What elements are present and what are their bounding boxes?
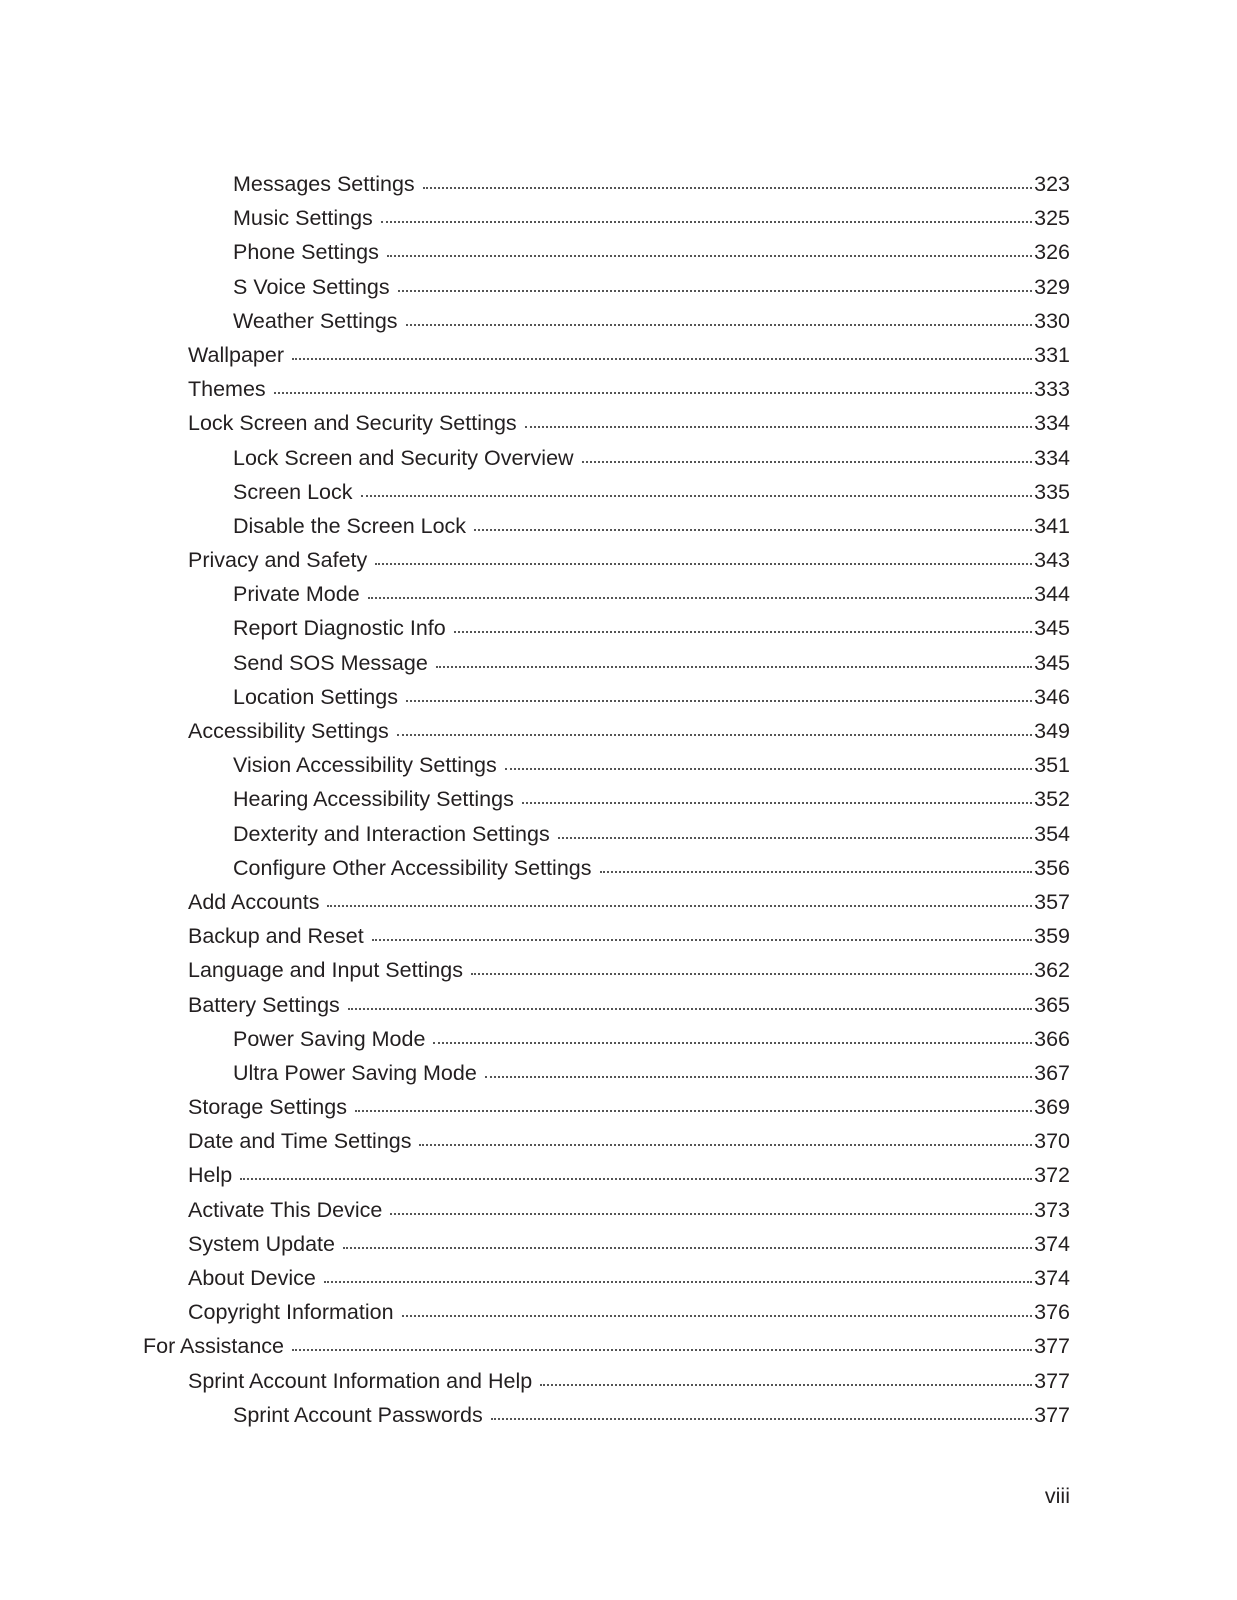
- toc-entry[interactable]: [0, 270, 1070, 304]
- toc-entry[interactable]: [0, 919, 1070, 953]
- toc-entry-title: Ultra Power Saving Mode: [233, 1060, 477, 1085]
- toc-entry-page: 323: [1034, 172, 1070, 196]
- dot-leader: [327, 904, 1032, 907]
- toc-entry-title: Music Settings: [233, 206, 373, 231]
- dot-leader: [361, 494, 1033, 497]
- toc-entry-title: Privacy and Safety: [188, 548, 368, 573]
- toc-entry-page: 345: [1034, 616, 1070, 641]
- dot-leader: [485, 1075, 1032, 1078]
- dot-leader: [292, 357, 1032, 360]
- toc-entry-page: 344: [1034, 582, 1070, 607]
- toc-entry[interactable]: [0, 167, 1070, 201]
- toc-entry[interactable]: [0, 885, 1070, 919]
- toc-entry[interactable]: [0, 1364, 1070, 1398]
- toc-entry-page: 329: [1034, 274, 1070, 299]
- dot-leader: [292, 1348, 1032, 1351]
- toc-entry[interactable]: [0, 1158, 1070, 1192]
- dot-leader: [274, 391, 1032, 394]
- toc-entry-title: Power Saving Mode: [233, 1026, 426, 1051]
- toc-entry-page: 346: [1034, 684, 1070, 709]
- toc-entry[interactable]: [0, 611, 1070, 645]
- toc-entry-title: System Update: [188, 1231, 335, 1256]
- toc-entry-page: 330: [1034, 308, 1070, 333]
- dot-leader: [454, 630, 1032, 633]
- toc-entry[interactable]: [0, 372, 1070, 406]
- dot-leader: [406, 323, 1033, 326]
- toc-entry[interactable]: [0, 1022, 1070, 1056]
- dot-leader: [505, 767, 1032, 770]
- toc-entry[interactable]: [0, 1090, 1070, 1124]
- dot-leader: [471, 972, 1032, 975]
- toc-entry-title: Messages Settings: [233, 172, 415, 196]
- toc-entry[interactable]: [0, 1124, 1070, 1158]
- toc-entry[interactable]: [0, 714, 1070, 748]
- toc-entry[interactable]: [0, 201, 1070, 235]
- toc-entry-page: 377: [1034, 1334, 1070, 1359]
- dot-leader: [491, 1417, 1032, 1420]
- toc-entry[interactable]: [0, 1227, 1070, 1261]
- dot-leader: [474, 528, 1032, 531]
- toc-entry-title: Screen Lock: [233, 479, 353, 504]
- toc-entry[interactable]: [0, 304, 1070, 338]
- toc-entry[interactable]: [0, 1398, 1070, 1432]
- toc-entry-page: 341: [1034, 513, 1070, 538]
- toc-entry-title: Sprint Account Passwords: [233, 1402, 483, 1427]
- toc-entry-title: About Device: [188, 1266, 316, 1290]
- toc-entry-title: Storage Settings: [188, 1095, 347, 1120]
- toc-entry[interactable]: [0, 988, 1070, 1022]
- toc-entry[interactable]: [0, 543, 1070, 577]
- toc-entry-title: Private Mode: [233, 582, 360, 607]
- toc-entry-title: Dexterity and Interaction Settings: [233, 821, 550, 846]
- dot-leader: [355, 1109, 1032, 1112]
- toc-entry-title: Add Accounts: [188, 889, 320, 914]
- toc-entry-page: 370: [1034, 1129, 1070, 1154]
- dot-leader: [582, 460, 1033, 463]
- dot-leader: [406, 699, 1032, 702]
- toc-entry-page: 334: [1034, 445, 1070, 470]
- dot-leader: [372, 938, 1032, 941]
- toc-entry-page: 357: [1034, 889, 1070, 914]
- toc-entry[interactable]: [0, 235, 1070, 269]
- toc-entry[interactable]: [0, 953, 1070, 987]
- toc-entry-title: S Voice Settings: [233, 274, 390, 299]
- dot-leader: [348, 1007, 1032, 1010]
- toc-entry[interactable]: [0, 1261, 1070, 1295]
- toc-entry-page: 374: [1034, 1231, 1070, 1256]
- toc-entry[interactable]: [0, 509, 1070, 543]
- dot-leader: [402, 1314, 1033, 1317]
- dot-leader: [433, 1041, 1032, 1044]
- toc-entry[interactable]: [0, 817, 1070, 851]
- toc-entry-page: 331: [1034, 342, 1070, 367]
- toc-entry[interactable]: [0, 748, 1070, 782]
- dot-leader: [423, 186, 1032, 189]
- toc-entry-title: Weather Settings: [233, 308, 398, 333]
- toc-entry[interactable]: [0, 851, 1070, 885]
- toc-entry-page: 343: [1034, 548, 1070, 573]
- toc-entry-title: Themes: [188, 377, 266, 402]
- toc-entry[interactable]: [0, 646, 1070, 680]
- dot-leader: [375, 562, 1032, 565]
- toc-entry[interactable]: [0, 680, 1070, 714]
- dot-leader: [324, 1280, 1032, 1283]
- toc-entry-title: For Assistance: [143, 1334, 284, 1359]
- dot-leader: [387, 254, 1032, 257]
- toc-entry-page: 373: [1034, 1197, 1070, 1222]
- toc-entry-page: 377: [1034, 1368, 1070, 1393]
- dot-leader: [522, 801, 1032, 804]
- dot-leader: [558, 836, 1032, 839]
- toc-entry-title: Copyright Information: [188, 1300, 394, 1325]
- toc-entry-page: 354: [1034, 821, 1070, 846]
- toc-entry-page: 351: [1034, 753, 1070, 778]
- toc-entry-page: 377: [1034, 1402, 1070, 1427]
- toc-entry-page: 333: [1034, 377, 1070, 402]
- toc-entry[interactable]: [0, 1295, 1070, 1329]
- toc-entry-title: Phone Settings: [233, 240, 379, 265]
- toc-entry[interactable]: [0, 406, 1070, 440]
- toc-entry-page: 359: [1034, 924, 1070, 949]
- toc-entry-page: 369: [1034, 1095, 1070, 1120]
- dot-leader: [381, 220, 1032, 223]
- toc-entry-title: Accessibility Settings: [188, 719, 389, 743]
- toc-entry[interactable]: [0, 577, 1070, 611]
- toc-entry-title: Configure Other Accessibility Settings: [233, 855, 592, 880]
- dot-leader: [343, 1246, 1032, 1249]
- toc-entry-title: Language and Input Settings: [188, 958, 463, 983]
- dot-leader: [398, 289, 1033, 292]
- toc-entry-title: Vision Accessibility Settings: [233, 753, 497, 778]
- dot-leader: [240, 1177, 1032, 1180]
- toc-entry-page: 356: [1034, 855, 1070, 880]
- toc-entry-page: 365: [1034, 992, 1070, 1017]
- dot-leader: [436, 665, 1032, 668]
- dot-leader: [419, 1143, 1032, 1146]
- toc-entry[interactable]: [0, 1193, 1070, 1227]
- toc-entry-page: 325: [1034, 206, 1070, 231]
- toc-entry-title: Date and Time Settings: [188, 1129, 412, 1154]
- toc-entry-page: 326: [1034, 240, 1070, 265]
- dot-leader: [368, 596, 1032, 599]
- toc-entry-title: Backup and Reset: [188, 924, 364, 949]
- toc-entry-page: 372: [1034, 1163, 1070, 1188]
- toc-entry-page: 335: [1034, 479, 1070, 504]
- toc-entry-page: 362: [1034, 958, 1070, 983]
- toc-entry-title: Wallpaper: [188, 342, 284, 367]
- dot-leader: [540, 1383, 1032, 1386]
- toc-entry-page: 367: [1034, 1060, 1070, 1085]
- toc-entry-title: Activate This Device: [188, 1197, 383, 1222]
- toc-entry-title: Battery Settings: [188, 992, 340, 1017]
- dot-leader: [390, 1212, 1032, 1215]
- dot-leader: [600, 870, 1033, 873]
- toc-entry-page: 374: [1034, 1266, 1070, 1290]
- toc-entry-title: Report Diagnostic Info: [233, 616, 446, 641]
- toc-entry-title: Sprint Account Information and Help: [188, 1368, 533, 1393]
- toc-entry-title: Lock Screen and Security Overview: [233, 445, 574, 470]
- table-of-contents: [0, 167, 1237, 1432]
- dot-leader: [397, 733, 1032, 736]
- page-number: viii: [1044, 1484, 1070, 1508]
- toc-entry[interactable]: [0, 338, 1070, 372]
- toc-entry[interactable]: [0, 782, 1070, 816]
- toc-entry-page: 345: [1034, 650, 1070, 675]
- toc-entry-page: 366: [1034, 1026, 1070, 1051]
- toc-entry-title: Disable the Screen Lock: [233, 513, 467, 538]
- toc-entry-title: Help: [188, 1163, 233, 1188]
- toc-entry-page: 376: [1034, 1300, 1070, 1325]
- toc-entry-title: Send SOS Message: [233, 650, 428, 675]
- toc-entry-title: Lock Screen and Security Settings: [188, 411, 517, 436]
- dot-leader: [525, 425, 1032, 428]
- toc-entry-page: 349: [1034, 719, 1070, 743]
- toc-entry[interactable]: [0, 1056, 1070, 1090]
- toc-entry[interactable]: [0, 1329, 1070, 1363]
- toc-entry-title: Location Settings: [233, 684, 398, 709]
- toc-entry[interactable]: [0, 475, 1070, 509]
- toc-entry[interactable]: [0, 441, 1070, 475]
- toc-entry-title: Hearing Accessibility Settings: [233, 787, 514, 812]
- toc-entry-page: 334: [1034, 411, 1070, 436]
- toc-entry-page: 352: [1034, 787, 1070, 812]
